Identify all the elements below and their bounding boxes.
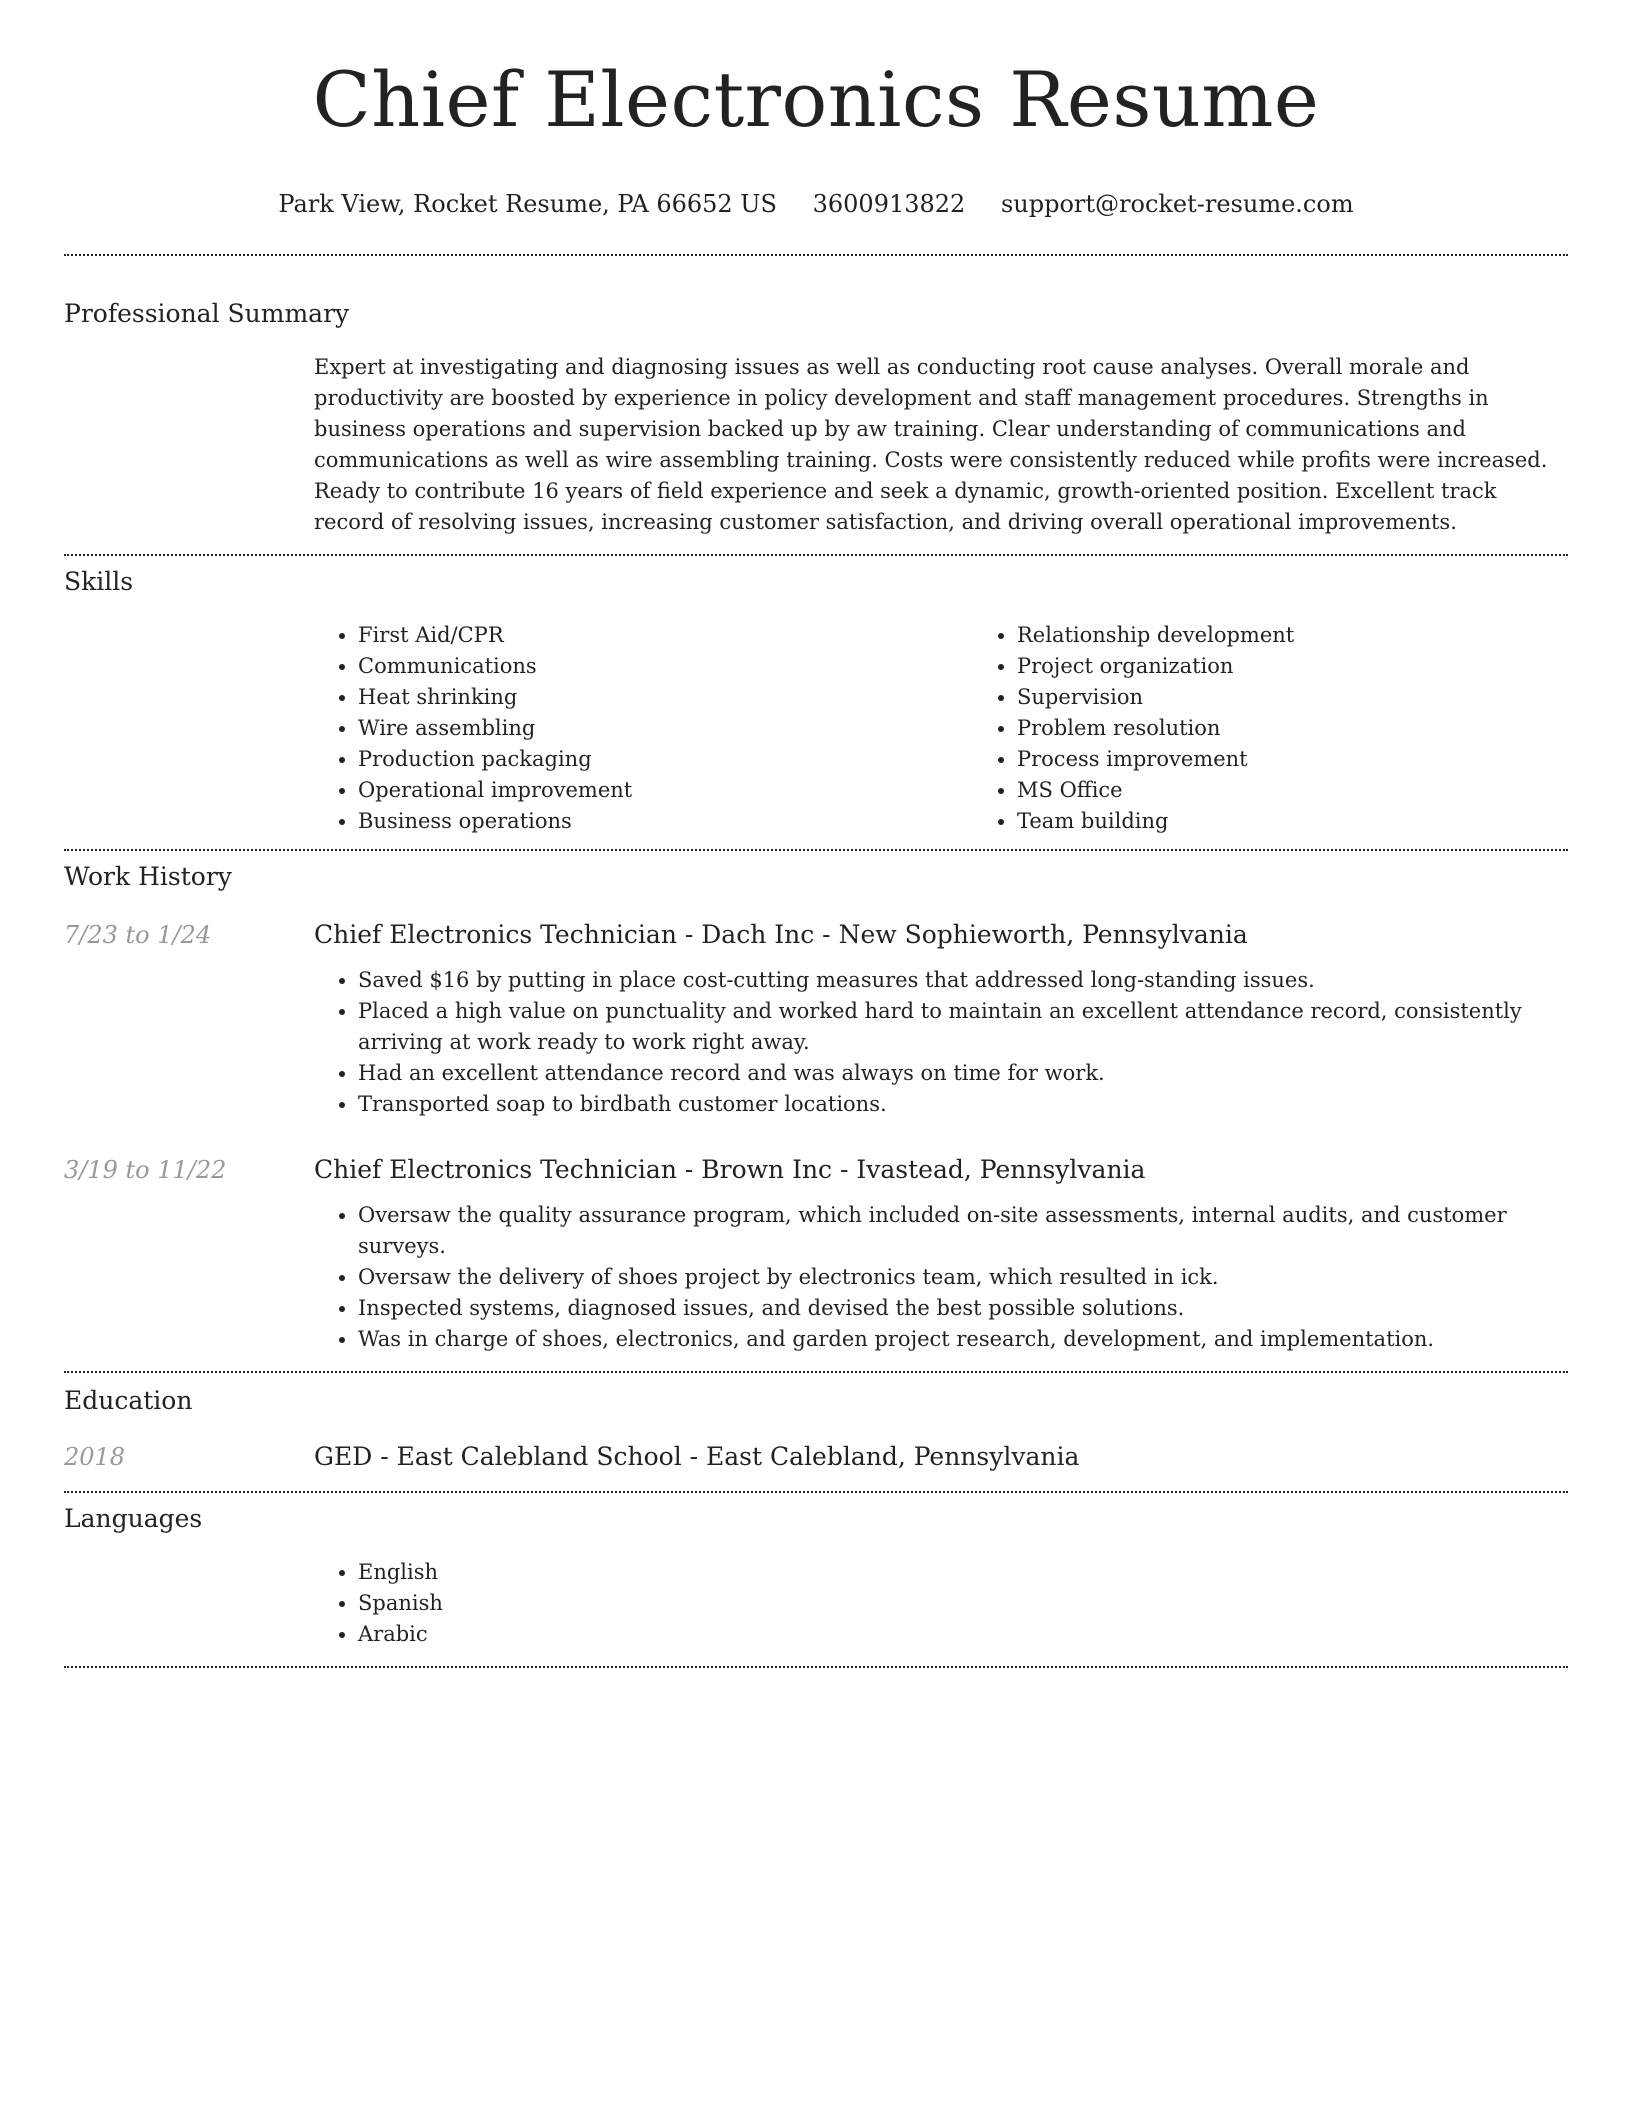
languages-row — [64, 1557, 1568, 1650]
divider — [64, 254, 1568, 256]
language-item: • Spanish — [358, 1588, 1568, 1619]
work-heading: Work History — [64, 862, 232, 891]
skills-columns — [314, 620, 1632, 837]
skills-row — [64, 620, 1568, 837]
skill-item: • MS Office — [1017, 775, 1632, 806]
skills-list-left — [314, 620, 973, 837]
summary-left — [64, 352, 314, 538]
language-item: • English — [358, 1557, 1568, 1588]
skill-item: • Supervision — [1017, 682, 1632, 713]
skill-item: • Project organization — [1017, 651, 1632, 682]
job-bullets — [314, 965, 1568, 1120]
job-dates: 7/23 to 1/24 — [64, 921, 212, 949]
languages-heading: Languages — [64, 1504, 203, 1533]
skill-item: • Production packaging — [358, 744, 973, 775]
skill-item: • Relationship development — [1017, 620, 1632, 651]
job-title: Chief Electronics Technician - Brown Inc - Ivastead, Pennsylvania — [314, 1155, 1146, 1184]
job-bullet: • Had an excellent attendance record and was always on time for work. — [358, 1058, 1568, 1089]
skill-item: • Wire assembling — [358, 713, 973, 744]
education-year: 2018 — [64, 1443, 126, 1471]
skill-item: • Heat shrinking — [358, 682, 973, 713]
education-body — [314, 1441, 1568, 1473]
job-bullet: • Oversaw the quality assurance program, which included on-site assessments, internal audits, and customer surveys. — [358, 1200, 1568, 1262]
contact-address: Park View, Rocket Resume, PA 66652 US — [278, 190, 777, 218]
skill-item: • First Aid/CPR — [358, 620, 973, 651]
skills-body — [314, 620, 1632, 837]
job-bullet: • Placed a high value on punctuality and worked hard to maintain an excellent attendance record, consistently arriving at work ready to work right away. — [358, 996, 1568, 1058]
education-title: GED - East Calebland School - East Calebland, Pennsylvania — [314, 1442, 1080, 1471]
job-bullets — [314, 1200, 1568, 1355]
skill-item: • Team building — [1017, 806, 1632, 837]
job-bullet: • Inspected systems, diagnosed issues, and devised the best possible solutions. — [358, 1293, 1568, 1324]
job-bullet: • Oversaw the delivery of shoes project by electronics team, which resulted in ick. — [358, 1262, 1568, 1293]
contact-line — [64, 188, 1568, 220]
job-dates: 3/19 to 11/22 — [64, 1156, 227, 1184]
contact-email: support@rocket-resume.com — [1000, 190, 1354, 218]
divider — [64, 554, 1568, 556]
job-body — [314, 1154, 1568, 1355]
education-entry — [64, 1441, 1568, 1473]
skill-item: • Operational improvement — [358, 775, 973, 806]
skills-heading: Skills — [64, 567, 134, 596]
summary-text: Expert at investigating and diagnosing issues as well as conducting root cause analyses. Overall morale and productivity are boosted by experience in policy development and staff management procedures. Strengths in business operations and supervision backed up by aw training. Clear understanding of communications and communications as well as wire assembling training. Costs were consistently reduced while profits were increased. Ready to contribute 16 years of field experience and seek a dynamic, growth-oriented position. Excellent track record of resolving issues, increasing customer satisfaction, and driving overall operational improvements. — [314, 355, 1548, 534]
languages-body — [314, 1557, 1568, 1650]
contact-phone: 3600913822 — [812, 190, 966, 218]
summary-heading: Professional Summary — [64, 299, 350, 328]
languages-left — [64, 1557, 314, 1650]
skill-item: • Process improvement — [1017, 744, 1632, 775]
divider — [64, 1491, 1568, 1493]
summary-body — [314, 352, 1568, 538]
divider — [64, 849, 1568, 851]
summary-row — [64, 352, 1568, 538]
job-title: Chief Electronics Technician - Dach Inc - New Sophieworth, Pennsylvania — [314, 920, 1248, 949]
skill-item: • Problem resolution — [1017, 713, 1632, 744]
divider — [64, 1371, 1568, 1373]
resume-title: Chief Electronics Resume — [312, 55, 1320, 144]
job-bullet: • Was in charge of shoes, electronics, and garden project research, development, and implementation. — [358, 1324, 1568, 1355]
skills-list-right — [973, 620, 1632, 837]
job-body — [314, 919, 1568, 1120]
job-bullet: • Saved $16 by putting in place cost-cutting measures that addressed long-standing issues. — [358, 965, 1568, 996]
skills-left — [64, 620, 314, 837]
job-entry — [64, 919, 1568, 1120]
language-item: • Arabic — [358, 1619, 1568, 1650]
education-heading: Education — [64, 1386, 193, 1415]
job-bullet: • Transported soap to birdbath customer locations. — [358, 1089, 1568, 1120]
job-entry — [64, 1154, 1568, 1355]
languages-list — [314, 1557, 1568, 1650]
skill-item: • Communications — [358, 651, 973, 682]
skill-item: • Business operations — [358, 806, 973, 837]
divider — [64, 1666, 1568, 1668]
